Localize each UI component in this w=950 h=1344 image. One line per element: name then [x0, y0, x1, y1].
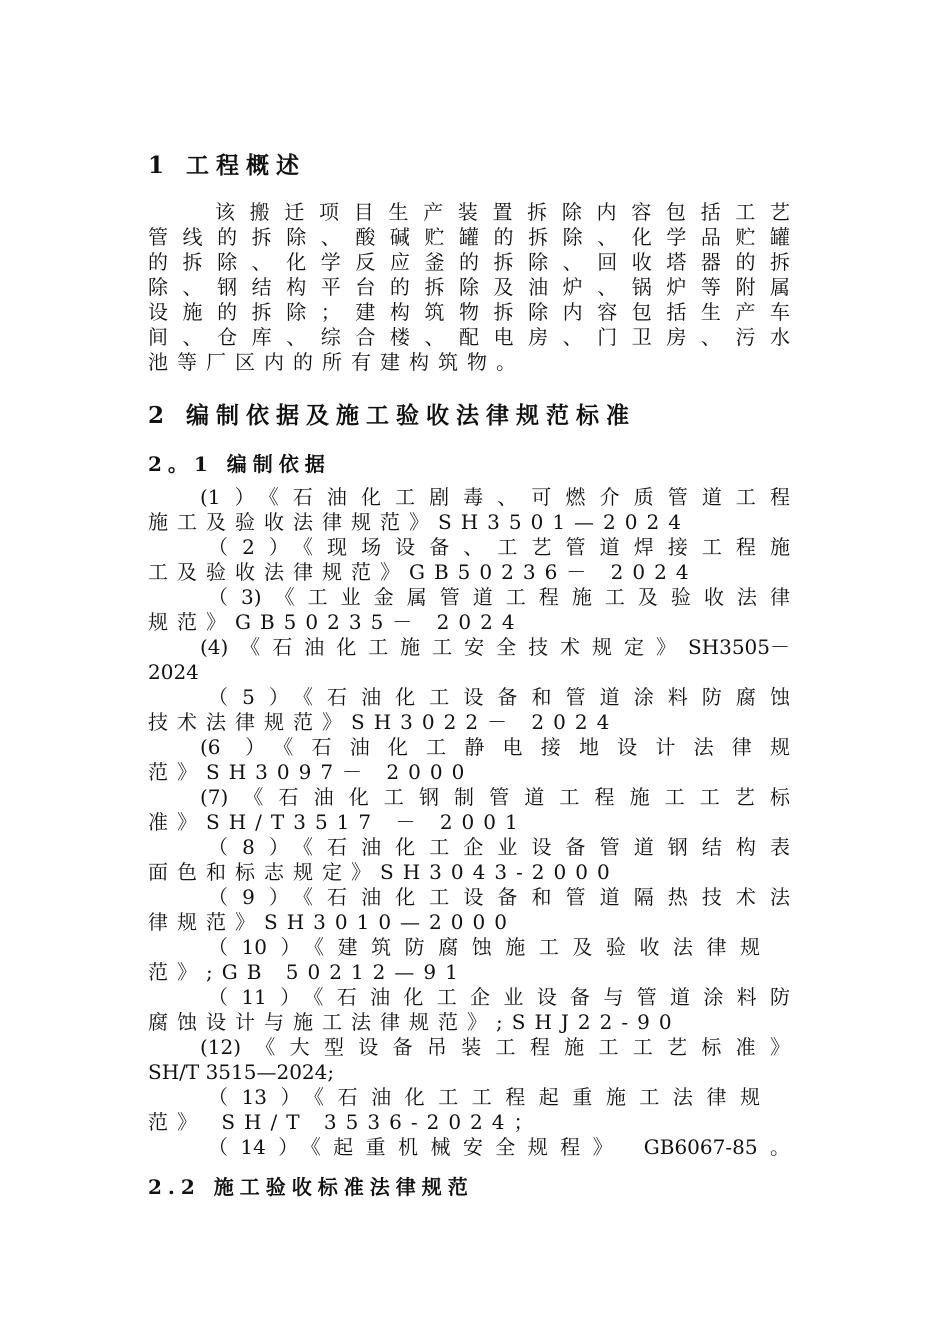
- reference-line: 范》SH3097－ 2000: [148, 760, 474, 784]
- reference-line: 工及验收法律规范》GB50236－ 2024: [148, 560, 698, 584]
- reference-line: （14）《起重机械安全规程》 GB6067-85。: [208, 1135, 790, 1159]
- reference-line: （2）《现场设备、工艺管道焊接工程施: [208, 535, 790, 559]
- reference-line: 律规范》SH3010—2000: [148, 910, 516, 934]
- section-1-paragraph-line: 池等厂区内的所有建构筑物。: [148, 350, 525, 374]
- reference-line: （11）《石油化工企业设备与管道涂料防: [208, 985, 790, 1009]
- reference-line: 规范》GB50235－ 2024: [148, 610, 524, 634]
- section-1-paragraph-line: 设施的拆除；建构筑物拆除内容包括生产车: [148, 300, 790, 324]
- reference-line: (1）《石油化工剧毒、可燃介质管道工程: [200, 485, 790, 509]
- reference-line: 面色和标志规定》SH3043-2000: [148, 860, 619, 884]
- reference-line: （5）《石油化工设备和管道涂料防腐蚀: [208, 685, 790, 709]
- reference-line: （3)《工业金属管道工程施工及验收法律: [208, 585, 790, 609]
- reference-line: （13）《石油化工工程起重施工法律规: [208, 1085, 760, 1109]
- reference-line: 施工及验收法律规范》SH3501—2024: [148, 510, 690, 534]
- section-1-paragraph-line: 管线的拆除、酸碱贮罐的拆除、化学品贮罐: [148, 225, 790, 249]
- section-2-heading: 2 编制依据及施工验收法律规范标准: [148, 402, 637, 429]
- reference-line: （10）《建筑防腐蚀施工及验收法律规: [208, 935, 760, 959]
- reference-line: （8）《石油化工企业设备管道钢结构表: [208, 835, 790, 859]
- section-1-paragraph-line: 除、钢结构平台的拆除及油炉、锅炉等附属: [148, 275, 790, 299]
- section-1-heading: 1 工程概述: [148, 152, 307, 179]
- reference-line: (6 ）《石油化工静电接地设计法律规: [200, 735, 790, 759]
- reference-line: 2024: [148, 660, 199, 684]
- reference-line: 范》;GB 50212—91: [148, 960, 467, 984]
- subsection-2-2-heading: 2.2 施工验收标准法律规范: [148, 1175, 474, 1199]
- reference-line: 准》SH/T3517 － 2001: [148, 810, 527, 834]
- reference-line: 技术法律规范》SH3022－ 2024: [148, 710, 619, 734]
- reference-line: SH/T 3515—2024;: [148, 1060, 335, 1084]
- reference-line: （9）《石油化工设备和管道隔热技术法: [208, 885, 790, 909]
- reference-line: (12)《大型设备吊装工程施工工艺标准》: [200, 1035, 790, 1059]
- reference-line: 腐蚀设计与施工法律规范》;SHJ22-90: [148, 1010, 681, 1034]
- section-1-paragraph-line: 该搬迁项目生产装置拆除内容包括工艺: [215, 200, 790, 224]
- section-1-paragraph-line: 的拆除、化学反应釜的拆除、回收塔器的拆: [148, 250, 790, 274]
- reference-line: (7)《石油化工钢制管道工程施工工艺标: [200, 785, 790, 809]
- section-1-paragraph-line: 间、仓库、综合楼、配电房、门卫房、污水: [148, 325, 790, 349]
- reference-line: 范》 SH/T 3536-2024；: [148, 1110, 543, 1134]
- reference-line: (4)《石油化工施工安全技术规定》SH3505－: [200, 635, 790, 659]
- subsection-2-1-heading: 2。1 编制依据: [148, 452, 331, 476]
